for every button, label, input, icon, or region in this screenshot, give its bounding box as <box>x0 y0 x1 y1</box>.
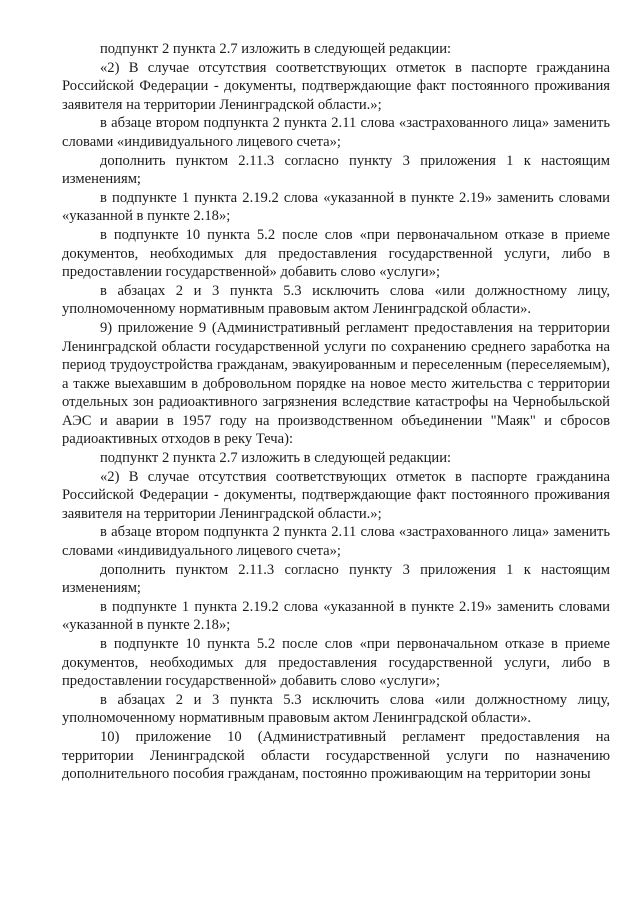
paragraph: в абзацах 2 и 3 пункта 5.3 исключить слова «или должностному лицу, уполномоченному нормативным правовым актом Ленинградской области». <box>62 282 610 318</box>
paragraph: подпункт 2 пункта 2.7 изложить в следующей редакции: <box>100 41 452 57</box>
paragraph: «2) В случае отсутствия соответствующих отметок в паспорте гражданина Российской Федерации - документы, подтверждающие факт постоянного проживания заявителя на территории Ленинградской области.»; <box>62 468 610 522</box>
paragraph: дополнить пунктом 2.11.3 согласно пункту 3 приложения 1 к настоящим изменениям; <box>62 561 610 597</box>
paragraph: 10) приложение 10 (Административный регламент предоставления на территории Ленинградской области государственной услуги по назначению дополнительного пособия гражданам, постоянно проживающим на территории зоны <box>62 728 610 783</box>
paragraph: в абзаце втором подпункта 2 пункта 2.11 слова «застрахованного лица» заменить словами «индивидуального лицевого счета»; <box>62 524 610 560</box>
paragraph: в подпункте 1 пункта 2.19.2 слова «указанной в пункте 2.19» заменить словами «указанной в пункте 2.18»; <box>62 598 610 634</box>
paragraph: в подпункте 1 пункта 2.19.2 слова «указанной в пункте 2.19» заменить словами «указанной в пункте 2.18»; <box>62 189 610 225</box>
paragraph: в подпункте 10 пункта 5.2 после слов «при первоначальном отказе в приеме документов, необходимых для предоставления государственной услуги, либо в предоставлении государственной» добавить слово «услуги»; <box>62 226 610 281</box>
paragraph: дополнить пунктом 2.11.3 согласно пункту 3 приложения 1 к настоящим изменениям; <box>62 152 610 188</box>
paragraph: в абзацах 2 и 3 пункта 5.3 исключить слова «или должностному лицу, уполномоченному нормативным правовым актом Ленинградской области». <box>62 691 610 727</box>
paragraph: в подпункте 10 пункта 5.2 после слов «при первоначальном отказе в приеме документов, необходимых для предоставления государственной услуги, либо в предоставлении государственной» добавить слово «услуги»; <box>62 636 610 690</box>
paragraph: в абзаце втором подпункта 2 пункта 2.11 слова «застрахованного лица» заменить словами «индивидуального лицевого счета»; <box>62 115 610 150</box>
document-body <box>62 40 610 784</box>
paragraph: 9) приложение 9 (Административный регламент предоставления на территории Ленинградской области государственной услуги по сохранению среднего заработка на период трудоустройства гражданам, эвакуированным и переселенным (переселяемым), а также выехавшим в добровольном порядке на новое место жительства с территории отдельных зон радиоактивного загрязнения вследствие катастрофы на Чернобыльской АЭС и аварии в 1957 году на производственном объединении "Маяк" и сбросов радиоактивных отходов в реку Теча): <box>62 319 610 448</box>
paragraph: «2) В случае отсутствия соответствующих отметок в паспорте гражданина Российской Федерации - документы, подтверждающие факт постоянного проживания заявителя на территории Ленинградской области.»; <box>62 59 610 113</box>
paragraph: подпункт 2 пункта 2.7 изложить в следующей редакции: <box>100 450 452 467</box>
